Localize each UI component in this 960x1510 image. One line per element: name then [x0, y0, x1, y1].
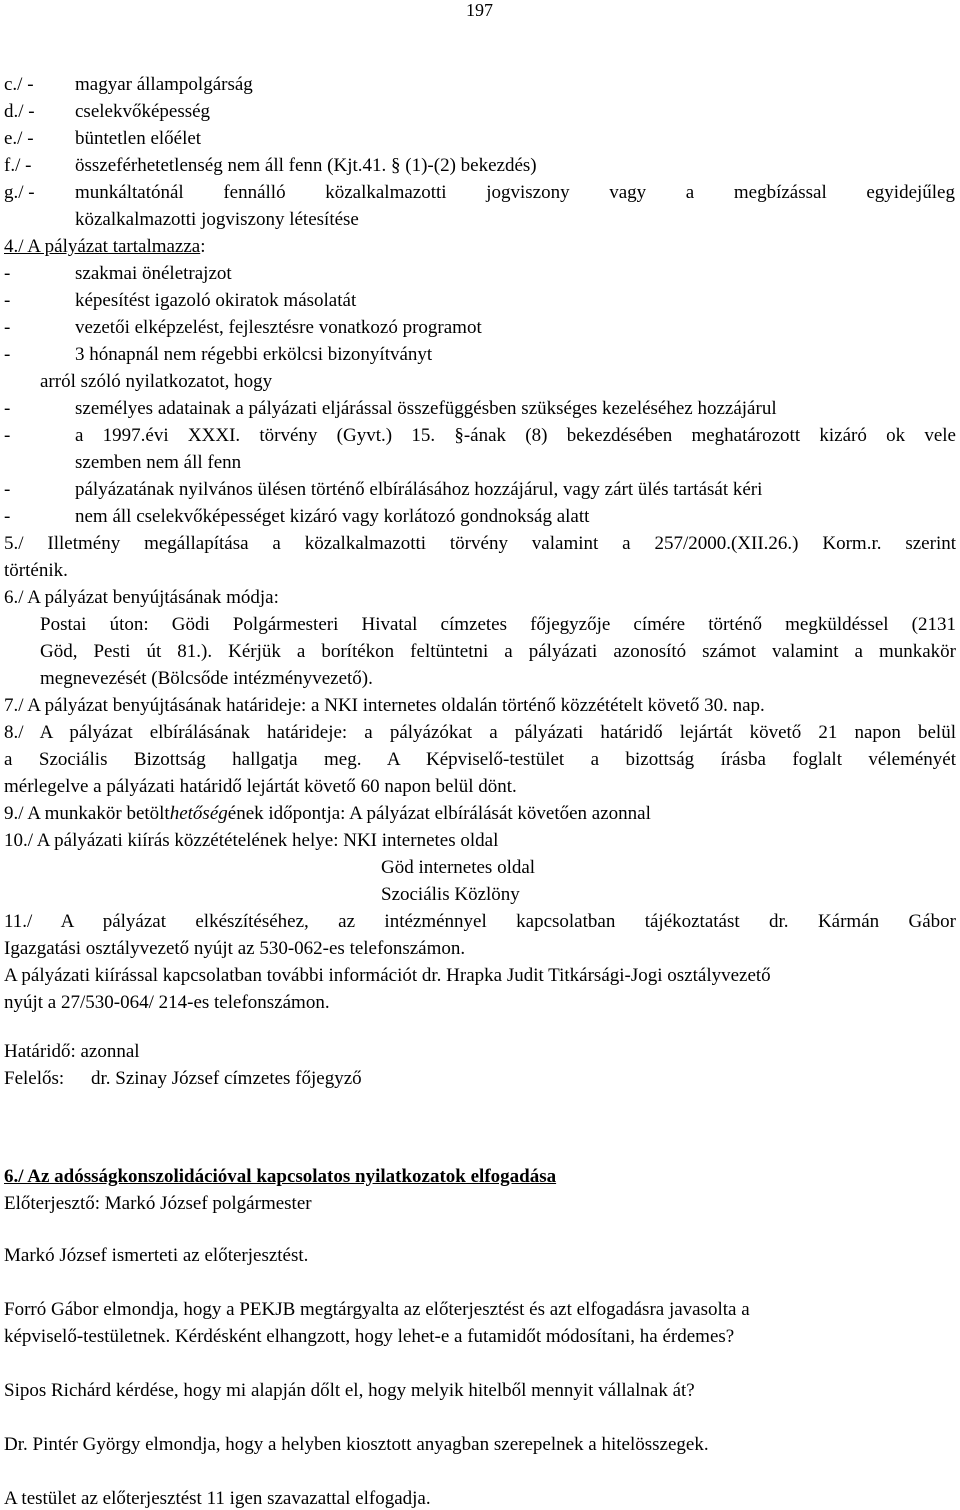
- list-label: c./ -: [4, 74, 34, 95]
- section4-decl-item: - nem áll cselekvőképességet kizáró vagy korlátozó gondnokság alatt: [4, 506, 590, 527]
- responsible-name: dr. Szinay József címzetes főjegyző: [91, 1068, 362, 1089]
- list-item-d: [4, 101, 210, 123]
- agenda-title: 6./ Az adósságkonszolidációval kapcsolatos nyilatkozatok elfogadása: [4, 1166, 557, 1187]
- section8-line: a Szociális Bizottság hallgatja meg. A Képviselő-testület a bizottság írásba foglalt véleményét: [4, 749, 956, 770]
- section4-heading: 4./ A pályázat tartalmazza:: [4, 236, 206, 257]
- list-label: g./ -: [4, 182, 35, 203]
- section5-line: történik.: [4, 560, 68, 581]
- section8-line: mérlegelve a pályázati határidő lejártát követő 60 napon belül dönt.: [4, 776, 517, 797]
- agenda-paragraph: képviselő-testületnek. Kérdésként elhangzott, hogy lehet-e a futamidőt módosítani, ha érdemes?: [4, 1326, 735, 1347]
- list-label: f./ -: [4, 155, 32, 176]
- agenda-paragraph: Markó József ismerteti az előterjesztést.: [4, 1245, 309, 1266]
- list-item-c: [4, 74, 253, 96]
- list-text: munkáltatónál fennálló közalkalmazotti jogviszony vagy a megbízással egyidejűleg: [75, 182, 955, 203]
- agenda-paragraph: Forró Gábor elmondja, hogy a PEKJB megtárgyalta az előterjesztést és azt elfogadásra javasolta a: [4, 1299, 750, 1320]
- section11-line: Igazgatási osztályvezető nyújt az 530-062-es telefonszámon.: [4, 938, 466, 959]
- responsible-label: Felelős:: [4, 1068, 65, 1089]
- list-text: cselekvőképesség: [75, 101, 211, 122]
- agenda-paragraph: A testület az előterjesztést 11 igen szavazattal elfogadja.: [4, 1488, 431, 1509]
- deadline: Határidő: azonnal: [4, 1041, 140, 1062]
- section11-line: 11./ A pályázat elkészítéséhez, az intézménnyel kapcsolatban tájékoztatást dr. Kármán Gábor: [4, 911, 956, 932]
- list-item-g-cont: közalkalmazotti jogviszony létesítése: [75, 209, 359, 230]
- list-item-e: [4, 128, 201, 150]
- section4-decl-item: - személyes adatainak a pályázati eljárással összefüggésben szükséges kezeléséhez hozzájárul: [4, 398, 777, 419]
- section9-line: 9./ A munkakör betölthetőségének időpontja: A pályázat elbírálását követően azonnal: [4, 803, 651, 824]
- section4-decl-item-cont: szemben nem áll fenn: [75, 452, 242, 473]
- section5-line: 5./ Illetmény megállapítása a közalkalmazotti törvény valamint a 257/2000.(XII.26.) Korm.r. szerint: [4, 533, 956, 554]
- list-item-f: [4, 155, 537, 177]
- list-text: büntetlen előélet: [75, 128, 202, 149]
- section4-decl-item: - pályázatának nyilvános ülésen történő elbírálásához hozzájárul, vagy zárt ülés tartását kéri: [4, 479, 763, 500]
- section8-line: 8./ A pályázat elbírálásának határideje: a pályázókat a pályázati határidő lejártát követő 21 napon belül: [4, 722, 956, 743]
- section4-decl-item: - a 1997.évi XXXI. törvény (Gyvt.) 15. §-ának (8) bekezdésében meghatározott kizáró ok vele: [4, 425, 956, 446]
- section7-line: 7./ A pályázat benyújtásának határideje: a NKI internetes oldalán történő közzétételt követő 30. nap.: [4, 695, 765, 716]
- list-label: d./ -: [4, 101, 35, 122]
- italic-fragment: hetőség: [169, 803, 228, 824]
- section10-line: 10./ A pályázati kiírás közzétételének helye: NKI internetes oldal: [4, 830, 499, 851]
- section6-line: megnevezését (Bölcsőde intézményvezető).: [40, 668, 373, 689]
- list-item-g: [4, 182, 955, 204]
- agenda-paragraph: Dr. Pintér György elmondja, hogy a helyben kiosztott anyagban szerepelnek a hitelösszegek.: [4, 1434, 709, 1455]
- list-text: összeférhetetlenség nem áll fenn (Kjt.41. § (1)-(2) bekezdés): [75, 155, 537, 176]
- agenda-presenter: Előterjesztő: Markó József polgármester: [4, 1193, 312, 1214]
- section4-item: - 3 hónapnál nem régebbi erkölcsi bizonyítványt: [4, 344, 433, 365]
- section11-line: A pályázati kiírással kapcsolatban további információt dr. Hrapka Judit Titkársági-Jogi osztályvezető: [4, 965, 771, 986]
- section4-item: - szakmai önéletrajzot: [4, 263, 232, 284]
- responsible: [4, 1068, 362, 1090]
- section6-line: Postai úton: Gödi Polgármesteri Hivatal címzetes főjegyzője címére történő megküldéssel (2131: [40, 614, 956, 635]
- section6-line: Göd, Pesti út 81.). Kérjük a borítékon feltüntetni a pályázati azonosító számot valamint a munkakör: [40, 641, 956, 662]
- section11-line: nyújt a 27/530-064/ 214-es telefonszámon.: [4, 992, 330, 1013]
- section4-item: - képesítést igazoló okiratok másolatát: [4, 290, 357, 311]
- section10-line: Szociális Közlöny: [381, 884, 520, 905]
- section10-line: Göd internetes oldal: [381, 857, 536, 878]
- section4-item: - vezetői elképzelést, fejlesztésre vonatkozó programot: [4, 317, 482, 338]
- agenda-paragraph: Sipos Richárd kérdése, hogy mi alapján dőlt el, hogy melyik hitelből mennyit vállalnak át?: [4, 1380, 695, 1401]
- section6-heading: 6./ A pályázat benyújtásának módja:: [4, 587, 279, 608]
- section4-declaration: arról szóló nyilatkozatot, hogy: [40, 371, 273, 392]
- page-number: 197: [466, 0, 493, 20]
- list-text: magyar állampolgárság: [75, 74, 253, 95]
- list-label: e./ -: [4, 128, 34, 149]
